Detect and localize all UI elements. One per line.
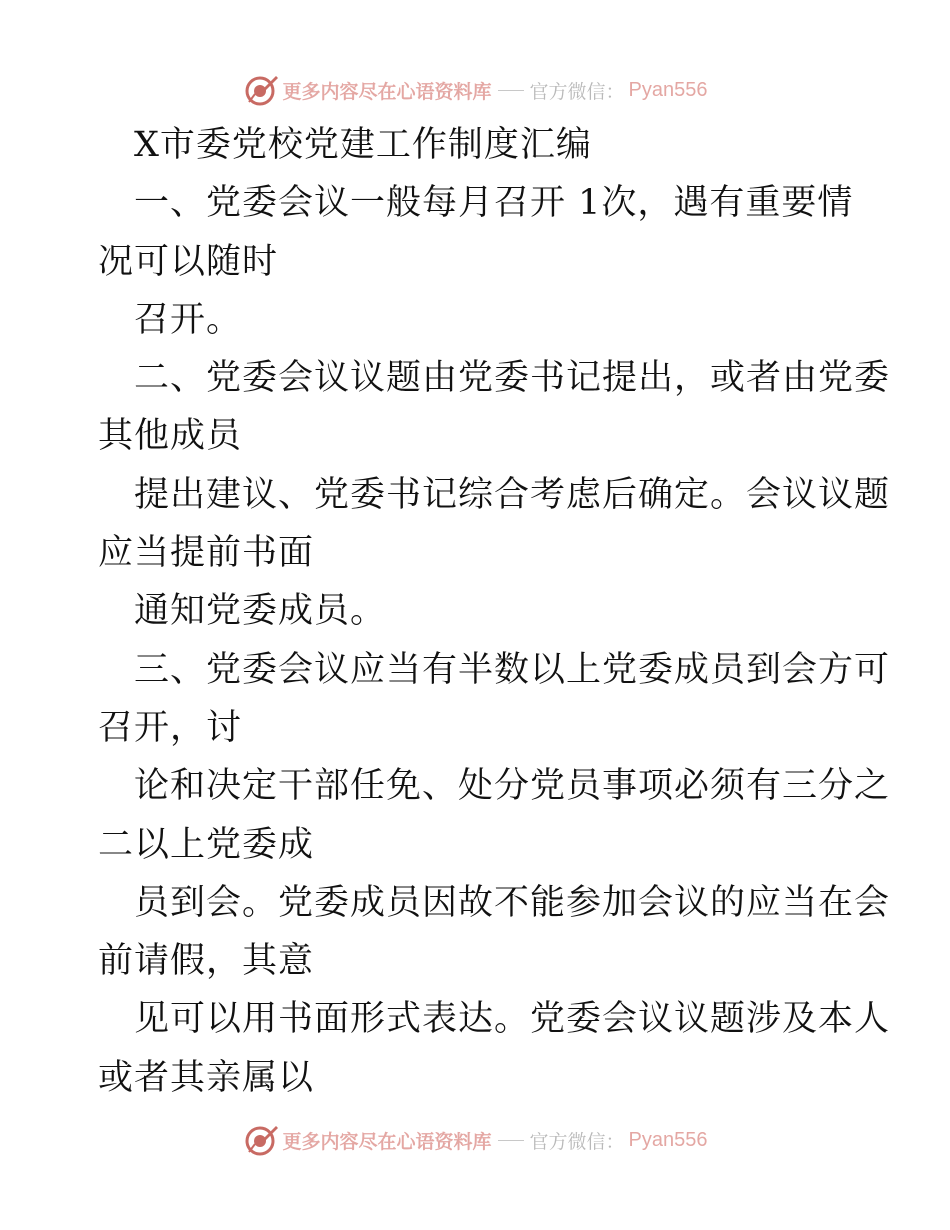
watermark-divider — [498, 90, 524, 91]
pen-logo-icon — [243, 1122, 279, 1158]
header-watermark — [0, 70, 950, 110]
document-body — [98, 116, 891, 1107]
text-line: 其他成员 — [98, 416, 243, 457]
pen-logo-icon — [243, 72, 279, 108]
text-line: 提出建议、党委书记综合考虑后确定。会议议题 — [134, 474, 891, 515]
text-line: 二、党委会议议题由党委书记提出，或者由党委 — [134, 358, 891, 399]
watermark-text: 更多内容尽在心语资料库 — [282, 80, 492, 103]
watermark-text: 更多内容尽在心语资料库 — [282, 1130, 492, 1153]
text-line: 应当提前书面 — [98, 533, 315, 574]
text-line: 三、党委会议应当有半数以上党委成员到会方可 — [134, 649, 891, 690]
text-line: 一、党委会议一般每月召开 1次，遇有重要情 — [134, 183, 854, 224]
document-title: X市委党校党建工作制度汇编 — [134, 125, 592, 165]
text-line: 或者其亲属以 — [98, 1057, 315, 1098]
footer-watermark — [0, 1120, 950, 1160]
watermark-id: Pyan556 — [628, 78, 708, 101]
text-line: 见可以用书面形式表达。党委会议议题涉及本人 — [134, 999, 891, 1040]
text-line: 况可以随时 — [98, 241, 279, 282]
watermark-id: Pyan556 — [628, 1128, 708, 1151]
text-line: 二以上党委成 — [98, 824, 315, 865]
text-line: 前请假，其意 — [98, 941, 315, 982]
text-line: 论和决定干部任免、处分党员事项必须有三分之 — [134, 766, 891, 807]
watermark-divider — [498, 1140, 524, 1141]
text-line: 召开。 — [134, 299, 243, 340]
text-line: 通知党委成员。 — [134, 591, 387, 632]
text-line: 召开，讨 — [98, 707, 243, 748]
watermark-sub: 官方微信： — [529, 1130, 625, 1153]
watermark-sub: 官方微信： — [529, 80, 625, 103]
text-line: 员到会。党委成员因故不能参加会议的应当在会 — [134, 882, 891, 923]
